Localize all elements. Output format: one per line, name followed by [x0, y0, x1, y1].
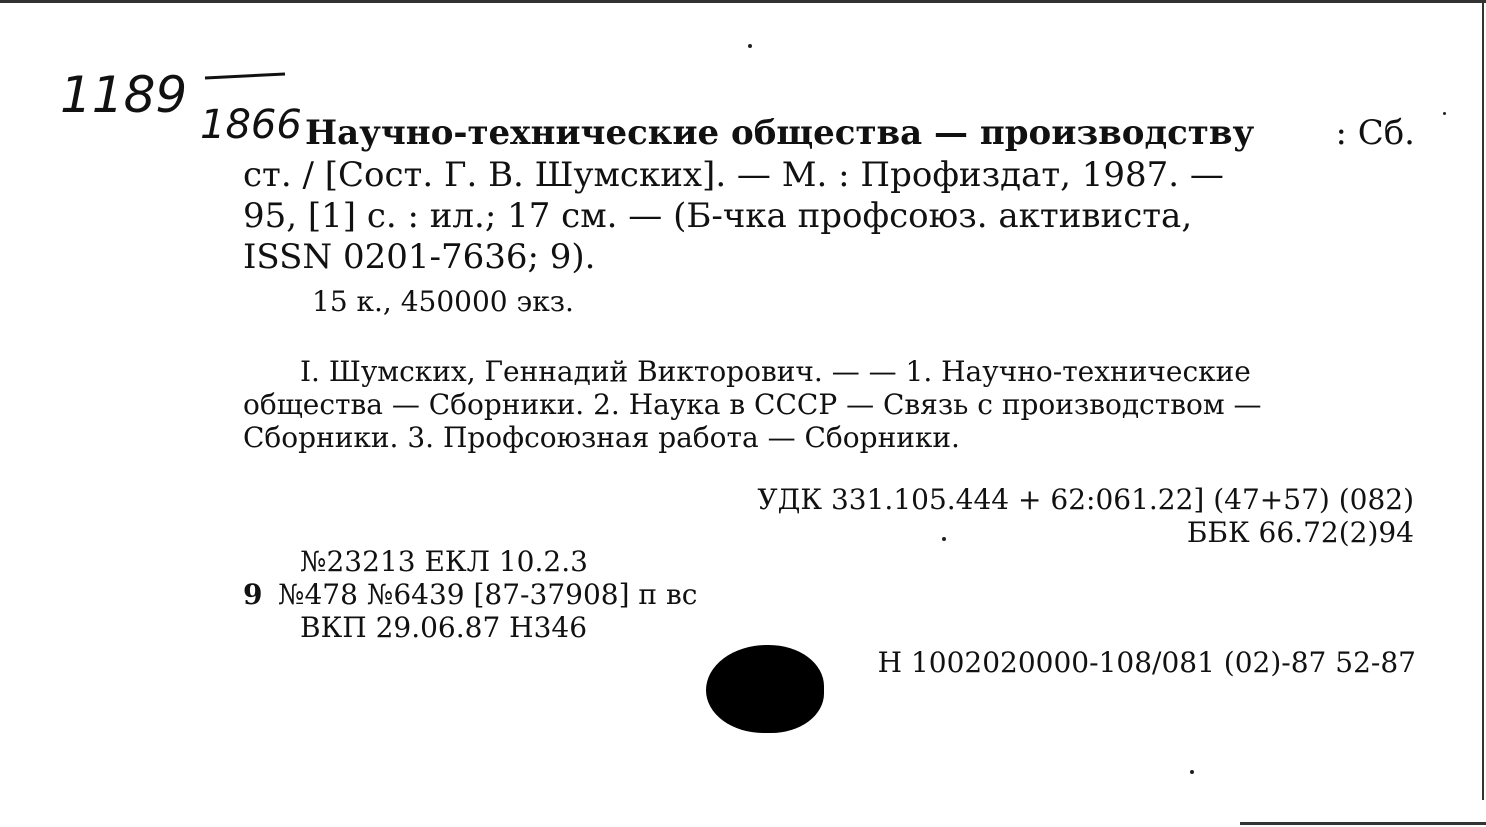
code-line: Н 1002020000-108/081 (02)-87 52-87	[877, 646, 1416, 679]
subjects-line-3: Сборники. 3. Профсоюзная работа — Сборники.	[243, 421, 960, 454]
right-border	[1482, 0, 1484, 800]
title-rest: : Сб.	[1335, 113, 1415, 153]
catalog-line-1: №23213 ЕКЛ 10.2.3	[300, 545, 588, 578]
handwritten-main: 1189	[60, 66, 188, 124]
title-line-1	[305, 113, 1415, 153]
top-border	[0, 0, 1486, 3]
subjects-line-1: I. Шумских, Геннадий Викторович. — — 1. Научно-технические	[300, 355, 1251, 388]
price-line: 15 к., 450000 экз.	[312, 285, 574, 318]
speck	[748, 44, 752, 48]
speck	[1190, 770, 1194, 774]
ink-blot	[706, 645, 824, 733]
title-line-4: ISSN 0201-7636; 9).	[243, 237, 596, 277]
catalog-line-2-prefix: 9	[243, 578, 263, 611]
speck	[942, 537, 946, 541]
bbk-code: ББК 66.72(2)94	[1186, 516, 1414, 549]
udk-code: УДК 331.105.444 + 62:061.22] (47+57) (082)	[757, 483, 1414, 516]
handwritten-number	[60, 50, 320, 154]
catalog-line-3: ВКП 29.06.87 Н346	[300, 611, 588, 644]
speck	[1443, 112, 1446, 115]
title-bold: Научно-технические общества — производству	[305, 113, 1255, 153]
catalog-line-2: №478 №6439 [87-37908] п вс	[278, 578, 698, 611]
handwritten-sub: 1866	[200, 102, 302, 148]
title-line-2: ст. / [Сост. Г. В. Шумских]. — М. : Профиздат, 1987. —	[243, 155, 1224, 195]
subjects-line-2: общества — Сборники. 2. Наука в СССР — Связь с производством —	[243, 388, 1262, 421]
bottom-border	[1240, 822, 1486, 825]
title-line-3: 95, [1] с. : ил.; 17 см. — (Б-чка профсоюз. активиста,	[243, 196, 1193, 236]
